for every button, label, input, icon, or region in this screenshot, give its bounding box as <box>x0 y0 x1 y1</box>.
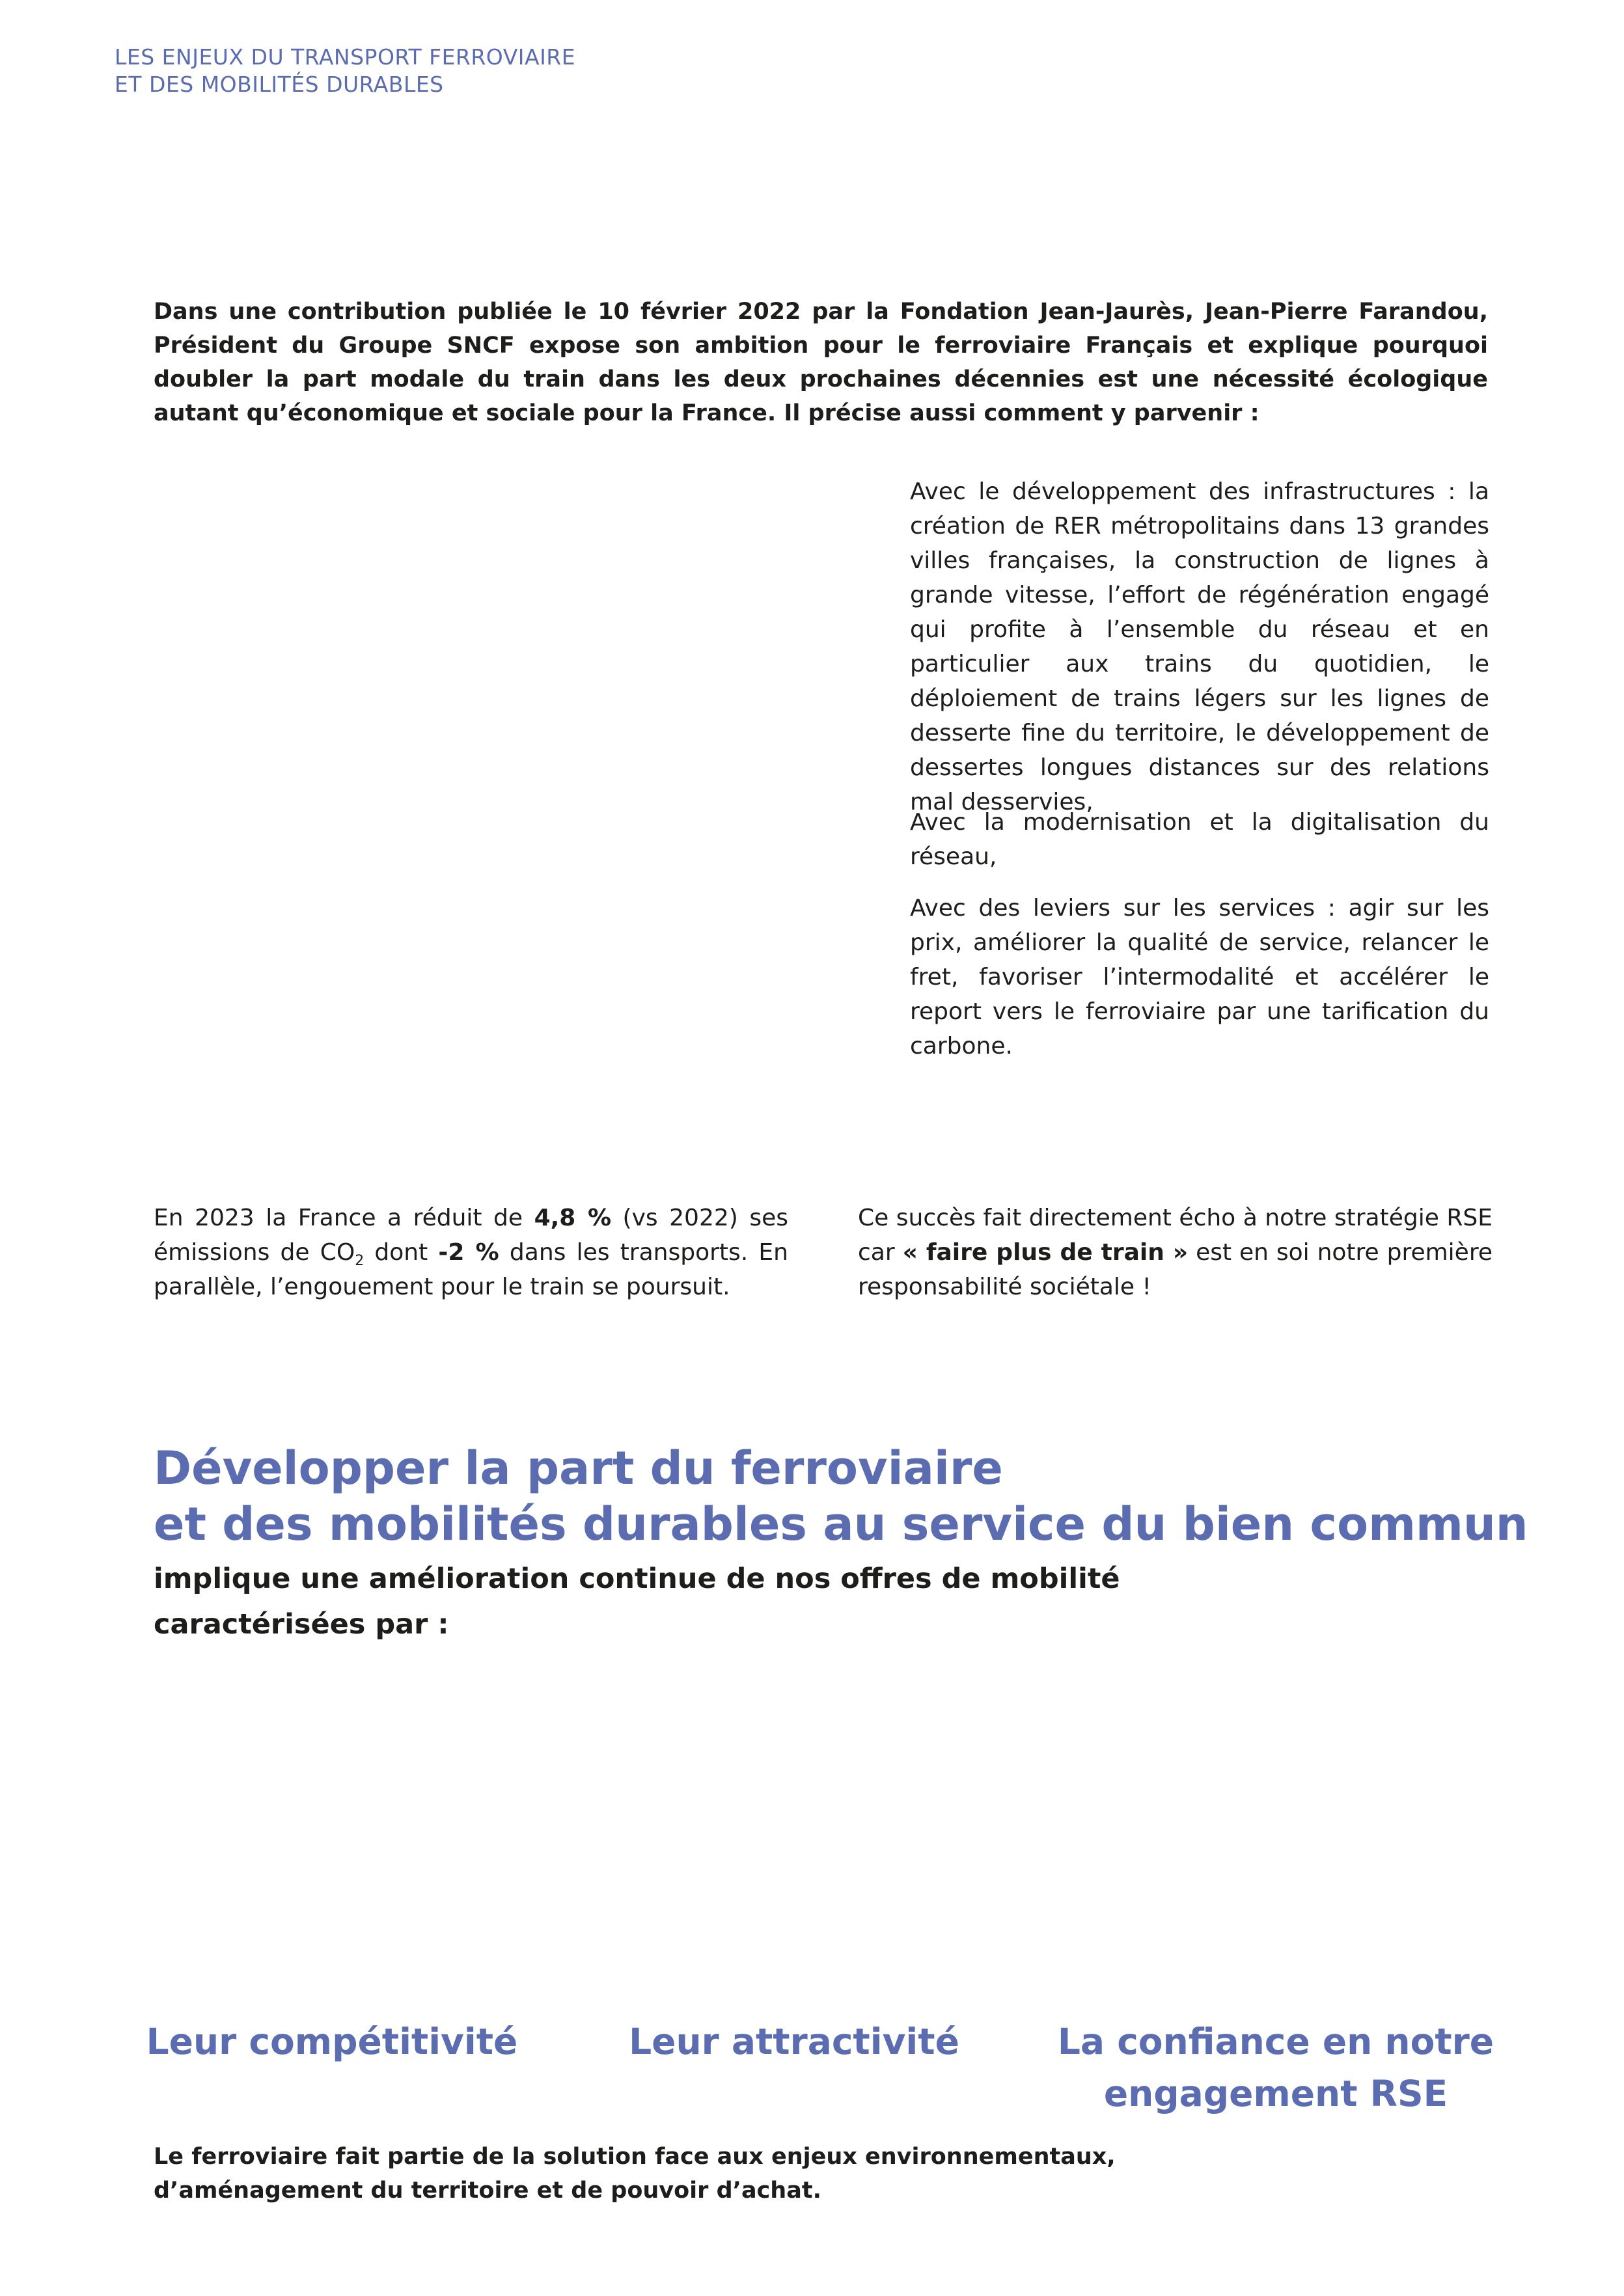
pillar-confiance-line-1: La confiance en notre <box>1057 2021 1494 2062</box>
intro-paragraph: Dans une contribution publiée le 10 février 2022 par la Fondation Jean-Jaurès, Jean-Pierre Farandou, Président du Groupe SNCF expose son ambition pour le ferroviaire Français et explique pourquoi doubler la part modale du train dans les deux prochaines décennies est une nécessité écologique autant qu’économique et sociale pour la France. Il précise aussi comment y parvenir : <box>154 299 1488 426</box>
emissions-text-4: dans les transports. En parallèle, l’engouement pour le train se poursuit. <box>154 1239 788 1300</box>
emissions-paragraph <box>154 1201 788 1304</box>
closing-line-2: d’aménagement du territoire et de pouvoir d’achat. <box>154 2178 821 2204</box>
rse-quote: « faire plus de train » <box>902 1239 1189 1266</box>
ambition-services: Avec des leviers sur les services : agir sur les prix, améliorer la qualité de service, relancer le fret, favoriser l’intermodalité et accélérer le report vers le ferroviaire par une tarification du carbone. <box>910 895 1489 1059</box>
rse-text-1: Ce succès fait directement écho à notre stratégie RSE car <box>858 1205 1493 1266</box>
rse-paragraph <box>858 1201 1493 1304</box>
pillar-confiance-rse <box>1048 2016 1504 2120</box>
emissions-text-3: dont <box>364 1239 439 1266</box>
section-title-line-1: Développer la part du ferroviaire <box>154 1442 1003 1495</box>
rse-text-2: est en soi notre première responsabilité sociétale ! <box>858 1239 1493 1300</box>
emissions-total-value: 4,8 % <box>534 1205 612 1231</box>
ambition-digitalisation: Avec la modernisation et la digitalisation du réseau, <box>910 809 1489 870</box>
emissions-transport-value: -2 % <box>438 1239 499 1266</box>
section-subtitle-line-2: caractérisées par : <box>154 1608 449 1641</box>
emissions-text-2: (vs 2022) ses émissions de CO <box>154 1205 788 1266</box>
pillar-confiance-line-2: engagement RSE <box>1103 2073 1448 2114</box>
closing-line-1: Le ferroviaire fait partie de la solution face aux enjeux environnementaux, <box>154 2144 1116 2170</box>
header-line-1: LES ENJEUX DU TRANSPORT FERROVIAIRE <box>115 44 576 70</box>
ambition-infrastructures: Avec le développement des infrastructures : la création de RER métropolitains dans 13 grandes villes françaises, la construction de lignes à grande vitesse, l’effort de régénération engagé qui profite à l’ensemble du réseau et en particulier aux trains du quotidien, le déploiement de trains légers sur les lignes de desserte fine du territoire, le développement de dessertes longues distances sur des relations mal desservies, <box>910 478 1489 815</box>
section-title-line-2: et des mobilités durables au service du bien commun <box>154 1497 1528 1551</box>
co2-subscript: 2 <box>355 1253 365 1269</box>
pillar-attractivite: Leur attractivité <box>629 2021 959 2062</box>
emissions-text-1: En 2023 la France a réduit de <box>154 1205 534 1231</box>
header-line-2: ET DES MOBILITÉS DURABLES <box>115 72 444 97</box>
pillar-competitivite: Leur compétitivité <box>146 2021 518 2062</box>
closing-statement <box>154 2140 1116 2207</box>
section-subtitle-line-1: implique une amélioration continue de nos offres de mobilité <box>154 1563 1120 1595</box>
